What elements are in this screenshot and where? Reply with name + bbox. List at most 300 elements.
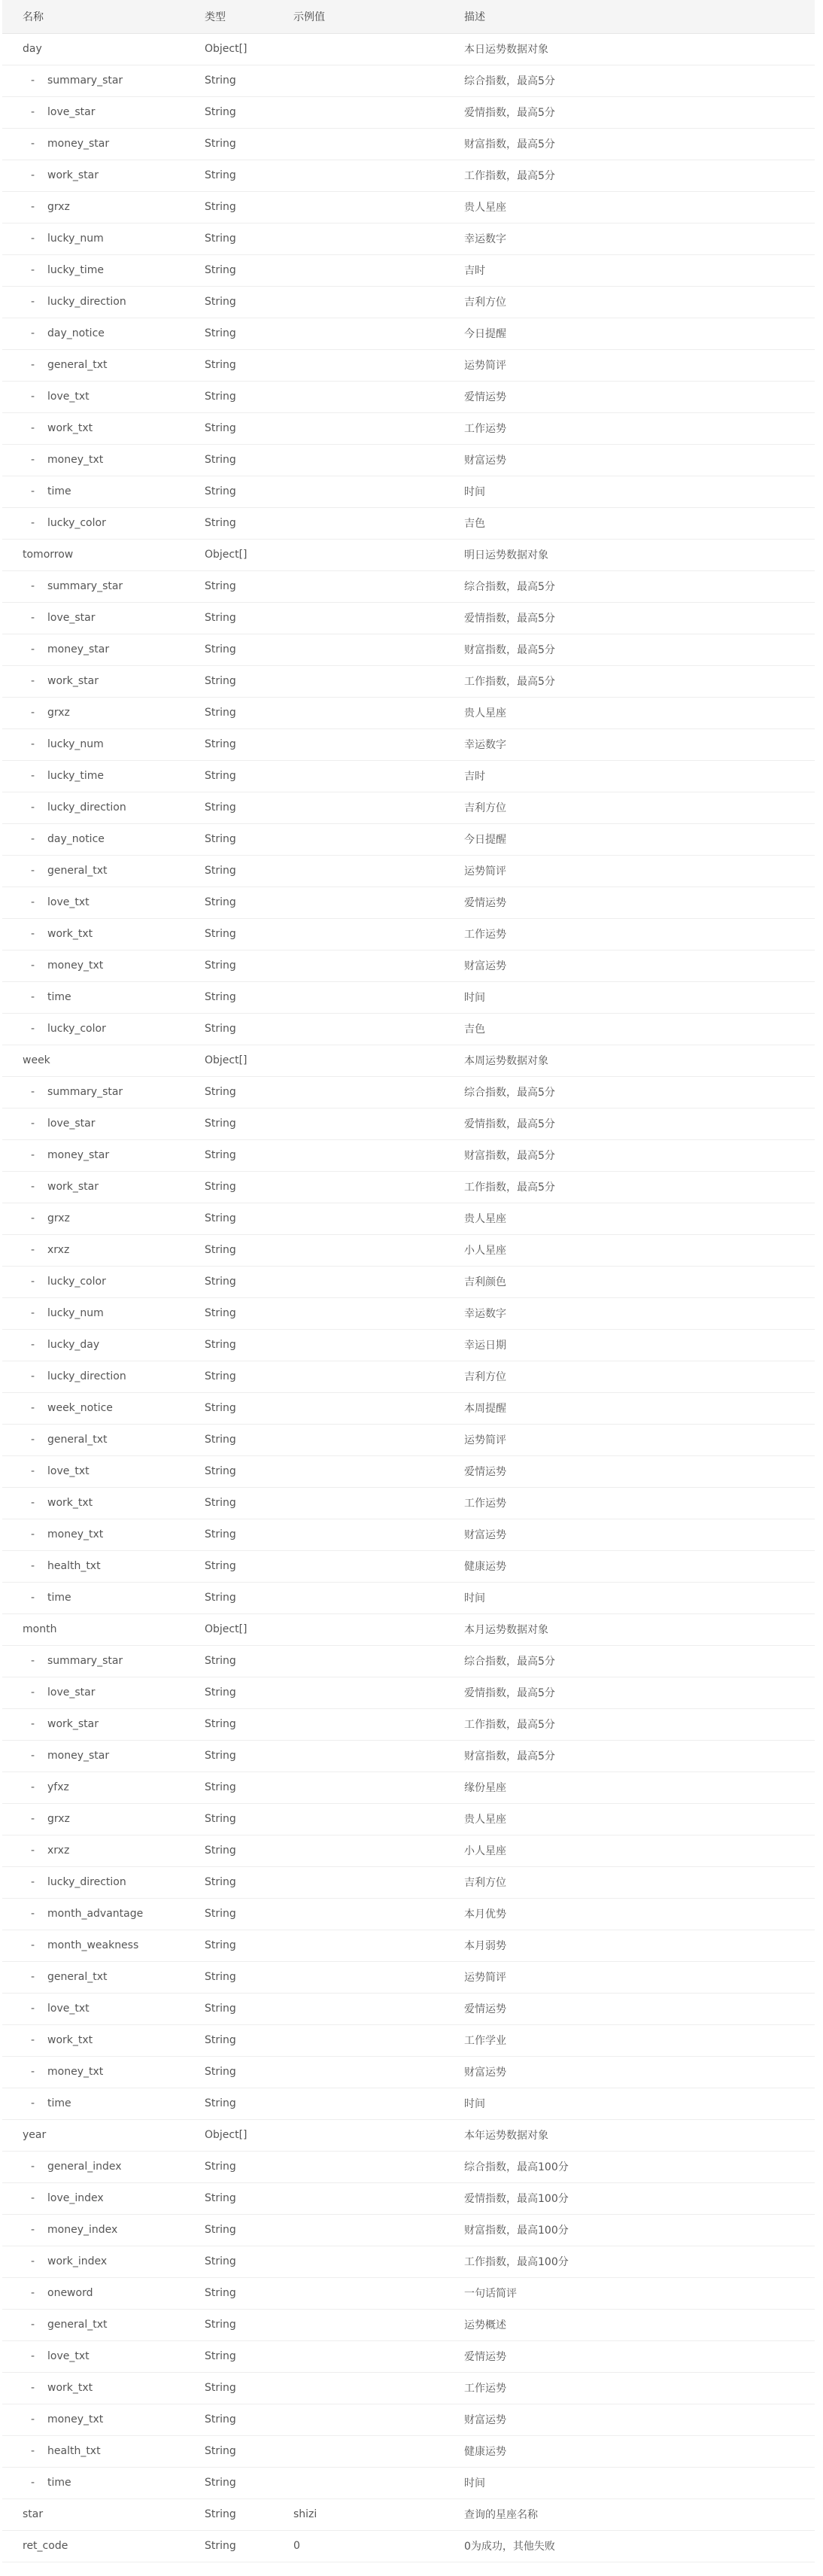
cell-desc: 工作运势: [464, 2383, 506, 2395]
cell-type: String: [205, 296, 236, 308]
param-name: lucky_direction: [47, 296, 126, 308]
cell-name: [2, 33, 184, 65]
table-row: [2, 1740, 815, 1772]
cell-desc: 缘份星座: [464, 1782, 506, 1794]
cell-type: String: [205, 1434, 236, 1446]
cell-type: String: [205, 2097, 236, 2109]
cell-name: [2, 1266, 184, 1297]
table-row: [2, 2056, 815, 2088]
table-row: [2, 2277, 815, 2309]
table-row: [2, 539, 815, 570]
child-marker: -: [31, 233, 35, 245]
cell-example: [293, 1708, 444, 1740]
cell-name: [2, 1898, 184, 1930]
child-marker: -: [31, 1750, 35, 1762]
param-name: love_index: [47, 2192, 104, 2204]
cell-type: String: [205, 1086, 236, 1098]
cell-type: String: [205, 2161, 236, 2173]
cell-name: [2, 96, 184, 128]
cell-example: [293, 2024, 444, 2056]
cell-desc: 贵人星座: [464, 1814, 506, 1826]
child-marker: -: [31, 1434, 35, 1446]
cell-type: String: [205, 1339, 236, 1351]
param-name: time: [47, 991, 71, 1003]
cell-desc: 爱情运势: [464, 2351, 506, 2363]
param-name: lucky_time: [47, 264, 104, 276]
child-marker: -: [31, 1276, 35, 1288]
response-params-table: [2, 0, 815, 2562]
child-marker: -: [31, 1497, 35, 1509]
cell-name: [2, 2435, 184, 2467]
cell-example: [293, 65, 444, 96]
cell-type: String: [205, 169, 236, 181]
cell-desc: 爱情指数，最高5分: [464, 613, 555, 625]
cell-name: [2, 1329, 184, 1361]
cell-example: [293, 1424, 444, 1455]
cell-type: String: [205, 2508, 236, 2520]
cell-type: Object[]: [205, 43, 248, 55]
child-marker: -: [31, 1307, 35, 1319]
header-name: 名称: [2, 0, 184, 33]
param-name: love_star: [47, 1686, 96, 1699]
cell-type: String: [205, 865, 236, 877]
cell-name: [2, 2277, 184, 2309]
cell-example: [293, 665, 444, 697]
cell-type: String: [205, 2413, 236, 2425]
child-marker: -: [31, 2097, 35, 2109]
cell-example: [293, 2404, 444, 2435]
param-name: general_index: [47, 2161, 122, 2173]
cell-example: [293, 1645, 444, 1677]
cell-example: [293, 1045, 444, 1076]
table-row: [2, 1930, 815, 1961]
cell-example: [293, 1803, 444, 1835]
cell-type: String: [205, 580, 236, 592]
cell-name: [2, 65, 184, 96]
cell-type: String: [205, 2255, 236, 2267]
table-row: [2, 412, 815, 444]
child-marker: -: [31, 169, 35, 181]
child-marker: -: [31, 1118, 35, 1130]
cell-desc: 运势简评: [464, 1434, 506, 1446]
cell-example: [293, 1203, 444, 1234]
cell-name: [2, 2467, 184, 2498]
cell-desc: 财富指数，最高5分: [464, 644, 555, 656]
cell-type: String: [205, 2445, 236, 2457]
cell-name: [2, 2246, 184, 2277]
child-marker: -: [31, 1686, 35, 1699]
cell-example: [293, 2246, 444, 2277]
cell-example: [293, 855, 444, 887]
cell-name: [2, 1550, 184, 1582]
cell-desc: 查询的星座名称: [464, 2509, 538, 2521]
cell-type: String: [205, 2034, 236, 2046]
table-row: [2, 1297, 815, 1329]
cell-example: [293, 1108, 444, 1139]
cell-type: String: [205, 359, 236, 371]
cell-desc: 今日提醒: [464, 328, 506, 340]
cell-name: [2, 2056, 184, 2088]
cell-type: String: [205, 707, 236, 719]
cell-type: String: [205, 2224, 236, 2236]
param-name: work_star: [47, 1718, 99, 1730]
param-name: grxz: [47, 1212, 70, 1224]
cell-name: [2, 1455, 184, 1487]
param-name: money_star: [47, 1149, 110, 1161]
cell-type: String: [205, 1813, 236, 1825]
cell-name: [2, 254, 184, 286]
child-marker: -: [31, 454, 35, 466]
cell-example: [293, 1297, 444, 1329]
param-name: time: [47, 2097, 71, 2109]
cell-name: [2, 1487, 184, 1519]
cell-name: [2, 823, 184, 855]
cell-type: String: [205, 738, 236, 750]
cell-desc: 爱情运势: [464, 391, 506, 403]
table-row: [2, 507, 815, 539]
param-name: grxz: [47, 1813, 70, 1825]
param-name: love_star: [47, 1118, 96, 1130]
table-row: [2, 191, 815, 223]
table-row: [2, 981, 815, 1013]
cell-type: String: [205, 106, 236, 118]
cell-desc: 工作指数，最高5分: [464, 1182, 555, 1194]
child-marker: -: [31, 1908, 35, 1920]
child-marker: -: [31, 833, 35, 845]
param-name: love_star: [47, 106, 96, 118]
cell-desc: 吉利方位: [464, 802, 506, 814]
child-marker: -: [31, 517, 35, 529]
child-marker: -: [31, 675, 35, 687]
cell-type: Object[]: [205, 1623, 248, 1635]
cell-type: String: [205, 1971, 236, 1983]
child-marker: -: [31, 991, 35, 1003]
param-name: work_txt: [47, 928, 93, 940]
param-name: money_txt: [47, 454, 104, 466]
cell-type: String: [205, 1497, 236, 1509]
cell-name: [2, 1519, 184, 1550]
param-name: work_star: [47, 675, 99, 687]
cell-example: [293, 2309, 444, 2340]
cell-name: [2, 1613, 184, 1645]
cell-desc: 吉利方位: [464, 1877, 506, 1889]
cell-example: [293, 507, 444, 539]
cell-example: [293, 1740, 444, 1772]
param-name: general_txt: [47, 1971, 108, 1983]
table-row: [2, 1835, 815, 1866]
cell-desc: 爱情指数，最高5分: [464, 1118, 555, 1130]
cell-desc: 时间: [464, 992, 485, 1004]
param-name: oneword: [47, 2287, 93, 2299]
cell-desc: 运势简评: [464, 360, 506, 372]
cell-example: [293, 2182, 444, 2214]
table-row: [2, 1866, 815, 1898]
table-row: [2, 697, 815, 728]
cell-example: [293, 254, 444, 286]
child-marker: -: [31, 1023, 35, 1035]
cell-desc: 综合指数，最高5分: [464, 1656, 555, 1668]
child-marker: -: [31, 707, 35, 719]
cell-name: [2, 2214, 184, 2246]
cell-example: [293, 191, 444, 223]
child-marker: -: [31, 960, 35, 972]
cell-example: [293, 1455, 444, 1487]
cell-type: String: [205, 1307, 236, 1319]
cell-desc: 工作运势: [464, 423, 506, 435]
cell-desc: 时间: [464, 1592, 485, 1604]
cell-example: [293, 476, 444, 507]
cell-name: [2, 2498, 184, 2530]
cell-desc: 财富运势: [464, 2414, 506, 2426]
child-marker: -: [31, 770, 35, 782]
cell-desc: 工作指数，最高100分: [464, 2256, 569, 2268]
cell-type: String: [205, 896, 236, 908]
param-name: love_txt: [47, 2350, 90, 2362]
cell-example: [293, 1076, 444, 1108]
param-name: love_txt: [47, 391, 90, 403]
param-name: lucky_num: [47, 1307, 104, 1319]
cell-type: String: [205, 422, 236, 434]
cell-example: [293, 2467, 444, 2498]
param-name: work_index: [47, 2255, 108, 2267]
cell-type: String: [205, 1244, 236, 1256]
param-name: lucky_day: [47, 1339, 100, 1351]
cell-type: Object[]: [205, 2129, 248, 2141]
table-row: [2, 1487, 815, 1519]
table-row: [2, 65, 815, 96]
cell-type: String: [205, 1181, 236, 1193]
child-marker: -: [31, 2382, 35, 2394]
child-marker: -: [31, 75, 35, 87]
table-row: [2, 1613, 815, 1645]
cell-example: [293, 286, 444, 318]
param-name: lucky_direction: [47, 1876, 126, 1888]
child-marker: -: [31, 1781, 35, 1793]
table-row: [2, 1898, 815, 1930]
param-name: work_txt: [47, 2382, 93, 2394]
cell-name: [2, 160, 184, 191]
param-name: lucky_color: [47, 1276, 106, 1288]
child-marker: -: [31, 612, 35, 624]
table-row: [2, 1677, 815, 1708]
cell-example: [293, 1677, 444, 1708]
cell-type: String: [205, 801, 236, 814]
cell-example: [293, 2277, 444, 2309]
table-row: [2, 1361, 815, 1392]
child-marker: -: [31, 1370, 35, 1382]
cell-desc: 0为成功，其他失败: [464, 2541, 555, 2553]
child-marker: -: [31, 896, 35, 908]
child-marker: -: [31, 1086, 35, 1098]
cell-desc: 综合指数，最高5分: [464, 1087, 555, 1099]
cell-desc: 运势概述: [464, 2319, 506, 2331]
table-row: [2, 2246, 815, 2277]
child-marker: -: [31, 2413, 35, 2425]
table-row: [2, 254, 815, 286]
param-name: day: [23, 43, 42, 55]
cell-desc: 时间: [464, 2098, 485, 2110]
cell-desc: 财富指数，最高5分: [464, 1150, 555, 1162]
child-marker: -: [31, 2287, 35, 2299]
param-name: summary_star: [47, 1086, 123, 1098]
cell-name: [2, 444, 184, 476]
param-name: week: [23, 1054, 50, 1066]
cell-name: [2, 1582, 184, 1613]
cell-type: String: [205, 1118, 236, 1130]
cell-name: [2, 602, 184, 634]
cell-example: [293, 1266, 444, 1297]
param-name: tomorrow: [23, 549, 74, 561]
child-marker: -: [31, 1465, 35, 1477]
cell-example: [293, 2151, 444, 2182]
cell-example: [293, 1772, 444, 1803]
cell-example: [293, 1013, 444, 1045]
cell-name: [2, 634, 184, 665]
param-name: grxz: [47, 707, 70, 719]
cell-name: [2, 128, 184, 160]
param-name: general_txt: [47, 359, 108, 371]
cell-desc: 本月弱势: [464, 1940, 506, 1952]
child-marker: -: [31, 1402, 35, 1414]
table-row: [2, 444, 815, 476]
table-row: [2, 1803, 815, 1835]
cell-name: [2, 2024, 184, 2056]
cell-desc: 财富指数，最高5分: [464, 138, 555, 151]
cell-desc: 爱情运势: [464, 1466, 506, 1478]
table-row: [2, 2119, 815, 2151]
param-name: lucky_num: [47, 738, 104, 750]
cell-name: [2, 381, 184, 412]
cell-name: [2, 1392, 184, 1424]
cell-desc: 工作运势: [464, 1498, 506, 1510]
child-marker: -: [31, 1528, 35, 1540]
cell-type: String: [205, 517, 236, 529]
table-row: [2, 1772, 815, 1803]
cell-name: [2, 1361, 184, 1392]
cell-desc: 吉时: [464, 265, 485, 277]
cell-example: [293, 160, 444, 191]
cell-desc: 吉时: [464, 771, 485, 783]
cell-name: [2, 1835, 184, 1866]
cell-type: String: [205, 833, 236, 845]
cell-name: [2, 2119, 184, 2151]
cell-desc: 吉利方位: [464, 297, 506, 309]
cell-example: [293, 444, 444, 476]
table-row: [2, 570, 815, 602]
cell-example: [293, 1961, 444, 1993]
cell-type: String: [205, 1276, 236, 1288]
cell-name: [2, 1772, 184, 1803]
param-name: grxz: [47, 201, 70, 213]
table-row: [2, 2404, 815, 2435]
cell-type: String: [205, 770, 236, 782]
cell-name: [2, 1645, 184, 1677]
cell-type: String: [205, 1781, 236, 1793]
cell-example: [293, 2372, 444, 2404]
param-name: time: [47, 485, 71, 497]
table-row: [2, 2340, 815, 2372]
cell-type: String: [205, 2540, 236, 2552]
cell-name: [2, 981, 184, 1013]
param-name: yfxz: [47, 1781, 69, 1793]
param-name: money_txt: [47, 960, 104, 972]
cell-type: String: [205, 138, 236, 150]
cell-desc: 爱情指数，最高5分: [464, 107, 555, 119]
param-name: work_txt: [47, 422, 93, 434]
cell-name: [2, 286, 184, 318]
child-marker: -: [31, 2319, 35, 2331]
cell-name: [2, 1677, 184, 1708]
param-name: lucky_color: [47, 517, 106, 529]
table-row: [2, 1266, 815, 1297]
param-name: day_notice: [47, 833, 105, 845]
cell-name: [2, 760, 184, 792]
cell-name: [2, 1961, 184, 1993]
param-name: health_txt: [47, 2445, 101, 2457]
child-marker: -: [31, 1718, 35, 1730]
cell-desc: 综合指数，最高5分: [464, 581, 555, 593]
cell-desc: 爱情指数，最高100分: [464, 2193, 569, 2205]
cell-example: [293, 2056, 444, 2088]
cell-name: [2, 1045, 184, 1076]
cell-desc: 运势简评: [464, 1972, 506, 1984]
cell-example: [293, 1993, 444, 2024]
cell-desc: 健康运势: [464, 1561, 506, 1573]
cell-example: 0: [293, 2540, 300, 2552]
table-row: [2, 1203, 815, 1234]
cell-example: [293, 1392, 444, 1424]
table-row: [2, 1582, 815, 1613]
cell-type: String: [205, 2287, 236, 2299]
param-name: lucky_num: [47, 233, 104, 245]
param-name: work_star: [47, 169, 99, 181]
cell-desc: 今日提醒: [464, 834, 506, 846]
child-marker: -: [31, 391, 35, 403]
cell-desc: 爱情运势: [464, 897, 506, 909]
table-row: [2, 1234, 815, 1266]
cell-type: String: [205, 1465, 236, 1477]
cell-type: String: [205, 1908, 236, 1920]
cell-desc: 时间: [464, 486, 485, 498]
table-row: [2, 128, 815, 160]
cell-name: [2, 507, 184, 539]
param-name: xrxz: [47, 1845, 70, 1857]
cell-desc: 幸运数字: [464, 233, 506, 245]
cell-name: [2, 1424, 184, 1455]
param-name: money_txt: [47, 2066, 104, 2078]
table-row: [2, 1519, 815, 1550]
param-name: love_txt: [47, 1465, 90, 1477]
child-marker: -: [31, 643, 35, 655]
cell-name: [2, 1108, 184, 1139]
table-row: [2, 160, 815, 191]
param-name: summary_star: [47, 580, 123, 592]
cell-example: [293, 412, 444, 444]
cell-name: [2, 697, 184, 728]
param-name: month_weakness: [47, 1939, 139, 1951]
param-name: money_star: [47, 138, 110, 150]
header-type: 类型: [184, 0, 293, 33]
table-body: [2, 33, 815, 2562]
table-row: [2, 318, 815, 349]
cell-example: [293, 1550, 444, 1582]
table-row: [2, 2309, 815, 2340]
child-marker: -: [31, 1971, 35, 1983]
header-desc: 描述: [444, 0, 815, 33]
table-row: [2, 950, 815, 981]
cell-desc: 本月优势: [464, 1908, 506, 1921]
table-row: [2, 855, 815, 887]
